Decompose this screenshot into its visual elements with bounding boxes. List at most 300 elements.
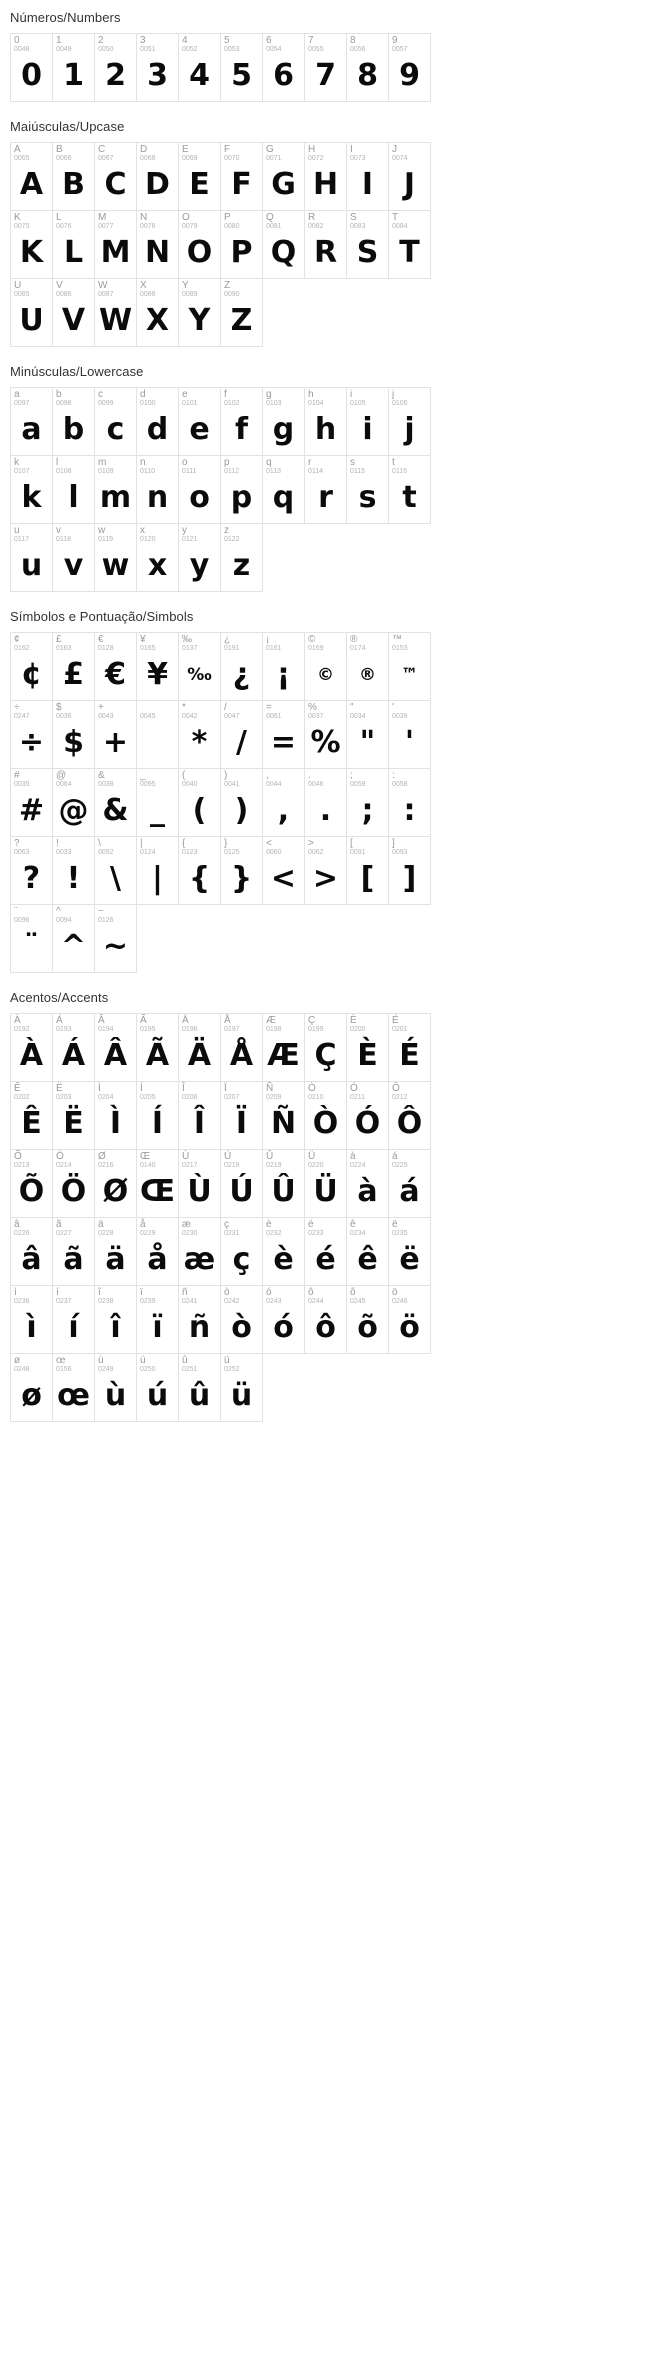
glyph-cell[interactable] xyxy=(304,1081,347,1150)
glyph-cell[interactable] xyxy=(304,700,347,769)
glyph-cell[interactable] xyxy=(346,768,389,837)
glyph-cell[interactable] xyxy=(52,768,95,837)
glyph-preview: ' xyxy=(404,725,415,760)
glyph-character-label: x xyxy=(140,525,145,536)
glyph-cell[interactable] xyxy=(10,1285,53,1354)
glyph-cell[interactable] xyxy=(10,768,53,837)
glyph-character-label: X xyxy=(140,280,147,291)
glyph-code-label: 0210 xyxy=(308,1094,324,1101)
glyph-cell[interactable] xyxy=(388,632,431,701)
glyph-cell[interactable] xyxy=(262,387,305,456)
glyph-cell[interactable] xyxy=(262,632,305,701)
glyph-code-label: 0067 xyxy=(98,155,114,162)
glyph-cell[interactable] xyxy=(178,1285,221,1354)
glyph-code-label: 0242 xyxy=(224,1298,240,1305)
glyph-cell[interactable] xyxy=(304,210,347,279)
glyph-character-label: q xyxy=(266,457,272,468)
glyph-code-label: 0211 xyxy=(350,1094,366,1101)
glyph-cell[interactable] xyxy=(220,1081,263,1150)
glyph-cell[interactable] xyxy=(304,142,347,211)
glyph-cell[interactable] xyxy=(388,1081,431,1150)
glyph-character-label: + xyxy=(98,702,104,713)
glyph-code-label: 0239 xyxy=(140,1298,156,1305)
glyph-cell[interactable] xyxy=(94,142,137,211)
glyph-cell[interactable] xyxy=(178,1149,221,1218)
glyph-cell[interactable] xyxy=(388,1217,431,1286)
glyph-cell[interactable] xyxy=(52,632,95,701)
glyph-grid xyxy=(0,1013,441,1421)
glyph-cell[interactable] xyxy=(136,210,179,279)
glyph-character-label: I xyxy=(350,144,353,155)
glyph-cell[interactable] xyxy=(52,142,95,211)
glyph-code-label: 0075 xyxy=(14,223,30,230)
glyph-preview: ú xyxy=(146,1378,169,1413)
glyph-cell[interactable] xyxy=(346,836,389,905)
glyph-preview: n xyxy=(146,480,169,515)
glyph-cell[interactable] xyxy=(10,1217,53,1286)
glyph-cell[interactable] xyxy=(178,1217,221,1286)
glyph-cell[interactable] xyxy=(220,1353,263,1422)
glyph-cell[interactable] xyxy=(388,142,431,211)
glyph-cell[interactable] xyxy=(220,632,263,701)
glyph-cell[interactable] xyxy=(94,33,137,102)
glyph-cell[interactable] xyxy=(262,700,305,769)
glyph-cell[interactable] xyxy=(52,1285,95,1354)
glyph-character-label: È xyxy=(350,1015,357,1026)
glyph-cell[interactable] xyxy=(304,455,347,524)
glyph-cell[interactable] xyxy=(304,1013,347,1082)
glyph-cell[interactable] xyxy=(94,632,137,701)
glyph-character-label: Í xyxy=(140,1083,143,1094)
glyph-code-label: 0080 xyxy=(224,223,240,230)
glyph-cell[interactable] xyxy=(94,1081,137,1150)
glyph-code-label: 0040 xyxy=(182,781,198,788)
glyph-cell[interactable] xyxy=(52,455,95,524)
glyph-character-label: M xyxy=(98,212,107,223)
glyph-cell[interactable] xyxy=(10,387,53,456)
glyph-preview: â xyxy=(21,1242,42,1277)
glyph-code-label: 0072 xyxy=(308,155,324,162)
glyph-cell[interactable] xyxy=(178,700,221,769)
glyph-preview: u xyxy=(20,548,43,583)
glyph-preview: ê xyxy=(357,1242,378,1277)
glyph-character-label: } xyxy=(224,838,228,849)
glyph-cell[interactable] xyxy=(94,455,137,524)
glyph-preview: ö xyxy=(399,1310,420,1345)
glyph-preview: = xyxy=(270,725,297,760)
glyph-cell[interactable] xyxy=(220,1217,263,1286)
glyph-cell[interactable] xyxy=(10,836,53,905)
glyph-code-label: 0111 xyxy=(182,468,197,475)
glyph-cell[interactable] xyxy=(220,210,263,279)
glyph-cell[interactable] xyxy=(304,1285,347,1354)
glyph-character-label: R xyxy=(308,212,316,223)
glyph-preview xyxy=(137,721,178,765)
glyph-preview: K xyxy=(19,235,44,270)
glyph-cell[interactable] xyxy=(52,1149,95,1218)
glyph-cell[interactable] xyxy=(10,278,53,347)
glyph-code-label: 0230 xyxy=(182,1230,198,1237)
glyph-cell[interactable] xyxy=(346,210,389,279)
glyph-cell[interactable] xyxy=(94,278,137,347)
glyph-preview: œ xyxy=(57,1378,90,1413)
glyph-cell[interactable] xyxy=(178,523,221,592)
glyph-cell[interactable] xyxy=(388,33,431,102)
glyph-cell[interactable] xyxy=(136,1285,179,1354)
glyph-cell[interactable] xyxy=(10,1353,53,1422)
glyph-preview: O xyxy=(186,235,213,270)
glyph-grid xyxy=(0,33,441,101)
glyph-cell[interactable] xyxy=(94,1285,137,1354)
glyph-character-label: U xyxy=(14,280,22,291)
glyph-preview: B xyxy=(62,167,85,202)
glyph-code-label: 0041 xyxy=(224,781,240,788)
glyph-cell[interactable] xyxy=(220,33,263,102)
glyph-cell[interactable] xyxy=(52,33,95,102)
glyph-cell[interactable] xyxy=(10,1013,53,1082)
glyph-cell[interactable] xyxy=(262,1013,305,1082)
glyph-character-label: d xyxy=(140,389,146,400)
glyph-cell[interactable] xyxy=(136,523,179,592)
glyph-cell[interactable] xyxy=(94,387,137,456)
glyph-preview: ; xyxy=(361,793,374,828)
glyph-cell[interactable] xyxy=(304,387,347,456)
glyph-character-label: ö xyxy=(392,1287,398,1298)
glyph-cell[interactable] xyxy=(52,1013,95,1082)
glyph-cell[interactable] xyxy=(262,33,305,102)
glyph-cell[interactable] xyxy=(136,1013,179,1082)
glyph-code-label: 0047 xyxy=(224,713,240,720)
glyph-cell[interactable] xyxy=(94,523,137,592)
glyph-character-label: k xyxy=(14,457,19,468)
glyph-preview: 8 xyxy=(357,58,378,93)
glyph-character-label: Z xyxy=(224,280,231,291)
glyph-cell[interactable] xyxy=(136,836,179,905)
glyph-character-label: ¥ xyxy=(140,634,146,645)
glyph-cell[interactable] xyxy=(136,1149,179,1218)
glyph-cell[interactable] xyxy=(136,1081,179,1150)
glyph-cell[interactable] xyxy=(178,836,221,905)
glyph-preview: å xyxy=(147,1242,168,1277)
glyph-character-label: Ë xyxy=(56,1083,63,1094)
glyph-preview: < xyxy=(270,861,297,896)
glyph-preview: z xyxy=(232,548,251,583)
glyph-cell[interactable] xyxy=(220,1285,263,1354)
glyph-character-label: j xyxy=(392,389,395,400)
glyph-character-label: ú xyxy=(140,1355,146,1366)
glyph-cell[interactable] xyxy=(346,1285,389,1354)
glyph-cell[interactable] xyxy=(220,700,263,769)
glyph-cell[interactable] xyxy=(220,278,263,347)
glyph-cell[interactable] xyxy=(10,523,53,592)
glyph-code-label: 0044 xyxy=(266,781,282,788)
glyph-cell[interactable] xyxy=(178,1353,221,1422)
glyph-preview: d xyxy=(146,412,169,447)
glyph-cell[interactable] xyxy=(52,1081,95,1150)
glyph-code-label: 0091 xyxy=(350,849,366,856)
glyph-cell[interactable] xyxy=(52,387,95,456)
glyph-code-label: 0096 xyxy=(14,917,30,924)
glyph-character-label: ] xyxy=(392,838,395,849)
glyph-preview: W xyxy=(98,303,133,338)
glyph-character-label: . xyxy=(308,770,311,781)
glyph-cell[interactable] xyxy=(178,210,221,279)
glyph-preview: 4 xyxy=(189,58,210,93)
glyph-preview: 1 xyxy=(63,58,84,93)
glyph-preview: Â xyxy=(103,1038,128,1073)
glyph-cell[interactable] xyxy=(262,1217,305,1286)
glyph-preview: ‰ xyxy=(187,664,212,685)
glyph-cell[interactable] xyxy=(94,1149,137,1218)
glyph-cell[interactable] xyxy=(220,1149,263,1218)
glyph-character-label: Q xyxy=(266,212,274,223)
glyph-cell[interactable] xyxy=(388,768,431,837)
glyph-preview: m xyxy=(99,480,132,515)
glyph-preview: h xyxy=(314,412,337,447)
glyph-character-label: ì xyxy=(14,1287,17,1298)
glyph-code-label: 0038 xyxy=(98,781,114,788)
glyph-code-label: 0233 xyxy=(308,1230,324,1237)
glyph-character-label: ? xyxy=(14,838,20,849)
glyph-cell[interactable] xyxy=(10,33,53,102)
glyph-cell[interactable] xyxy=(220,455,263,524)
glyph-preview: Ê xyxy=(21,1106,42,1141)
glyph-cell[interactable] xyxy=(220,387,263,456)
glyph-cell[interactable] xyxy=(178,455,221,524)
glyph-cell[interactable] xyxy=(52,1353,95,1422)
glyph-character-label: i xyxy=(350,389,353,400)
glyph-preview: s xyxy=(358,480,377,515)
glyph-code-label: 0124 xyxy=(140,849,156,856)
glyph-cell[interactable] xyxy=(94,1013,137,1082)
glyph-preview: û xyxy=(188,1378,211,1413)
glyph-cell[interactable] xyxy=(346,142,389,211)
glyph-code-label: 0033 xyxy=(56,849,72,856)
glyph-code-label: 0237 xyxy=(56,1298,72,1305)
glyph-preview: © xyxy=(317,664,334,685)
glyph-character-label: O xyxy=(182,212,190,223)
glyph-cell[interactable] xyxy=(52,278,95,347)
glyph-cell[interactable] xyxy=(388,455,431,524)
glyph-cell[interactable] xyxy=(220,836,263,905)
glyph-preview: f xyxy=(234,412,249,447)
glyph-code-label: 0248 xyxy=(14,1366,30,1373)
glyph-cell[interactable] xyxy=(178,1013,221,1082)
glyph-cell[interactable] xyxy=(220,1013,263,1082)
glyph-cell[interactable] xyxy=(52,210,95,279)
glyph-code-label: 0169 xyxy=(308,645,324,652)
glyph-preview: E xyxy=(189,167,210,202)
glyph-cell[interactable] xyxy=(220,142,263,211)
glyph-character-label: ò xyxy=(224,1287,230,1298)
glyph-cell[interactable] xyxy=(10,1149,53,1218)
glyph-cell[interactable] xyxy=(136,1353,179,1422)
glyph-preview: + xyxy=(102,725,129,760)
glyph-preview: k xyxy=(21,480,42,515)
glyph-code-label: 0090 xyxy=(224,291,240,298)
glyph-cell[interactable] xyxy=(262,1285,305,1354)
glyph-cell[interactable] xyxy=(178,632,221,701)
glyph-code-label: 0109 xyxy=(98,468,114,475)
glyph-code-label: 0126 xyxy=(98,917,114,924)
glyph-code-label: 0107 xyxy=(14,468,30,475)
glyph-cell[interactable] xyxy=(178,768,221,837)
glyph-preview: M xyxy=(100,235,131,270)
glyph-cell[interactable] xyxy=(388,1013,431,1082)
glyph-preview: ) xyxy=(234,793,249,828)
glyph-code-label: 0236 xyxy=(14,1298,30,1305)
glyph-preview: [ xyxy=(360,861,375,896)
glyph-character-label: e xyxy=(182,389,188,400)
glyph-cell[interactable] xyxy=(136,632,179,701)
glyph-cell[interactable] xyxy=(178,142,221,211)
glyph-character-label: l xyxy=(56,457,59,468)
glyph-code-label: 0088 xyxy=(140,291,156,298)
glyph-cell[interactable] xyxy=(136,700,179,769)
glyph-preview: C xyxy=(104,167,127,202)
glyph-code-label: 0108 xyxy=(56,468,72,475)
glyph-cell[interactable] xyxy=(178,387,221,456)
glyph-cell[interactable] xyxy=(136,1217,179,1286)
glyph-cell[interactable] xyxy=(52,700,95,769)
glyph-cell[interactable] xyxy=(94,700,137,769)
glyph-preview: $ xyxy=(63,725,84,760)
glyph-cell[interactable] xyxy=(94,210,137,279)
glyph-cell[interactable] xyxy=(262,1149,305,1218)
glyph-preview: J xyxy=(403,167,416,202)
glyph-cell[interactable] xyxy=(346,455,389,524)
glyph-cell[interactable] xyxy=(10,904,53,973)
glyph-cell[interactable] xyxy=(94,768,137,837)
glyph-cell[interactable] xyxy=(10,455,53,524)
glyph-cell[interactable] xyxy=(262,142,305,211)
glyph-cell[interactable] xyxy=(52,1217,95,1286)
glyph-preview: { xyxy=(188,861,211,896)
glyph-character-label: $ xyxy=(56,702,62,713)
glyph-character-label: > xyxy=(308,838,314,849)
glyph-code-label: 0241 xyxy=(182,1298,198,1305)
glyph-cell[interactable] xyxy=(388,836,431,905)
glyph-code-label: 0227 xyxy=(56,1230,72,1237)
glyph-code-label: 0061 xyxy=(266,713,282,720)
glyph-preview: g xyxy=(272,412,295,447)
glyph-code-label: 0102 xyxy=(224,400,240,407)
glyph-preview: a xyxy=(21,412,42,447)
glyph-code-label: 0220 xyxy=(308,1162,324,1169)
glyph-cell[interactable] xyxy=(346,1217,389,1286)
glyph-code-label: 0034 xyxy=(350,713,366,720)
glyph-cell[interactable] xyxy=(136,455,179,524)
glyph-cell[interactable] xyxy=(304,33,347,102)
glyph-cell[interactable] xyxy=(304,1217,347,1286)
glyph-section-lowercase xyxy=(0,354,661,591)
glyph-code-label: 0095 xyxy=(140,781,156,788)
glyph-code-label: 0197 xyxy=(224,1026,240,1033)
glyph-cell[interactable] xyxy=(346,1013,389,1082)
glyph-cell[interactable] xyxy=(388,1149,431,1218)
glyph-code-label: 0087 xyxy=(98,291,114,298)
glyph-cell[interactable] xyxy=(52,523,95,592)
glyph-cell[interactable] xyxy=(10,1081,53,1150)
glyph-cell[interactable] xyxy=(220,523,263,592)
glyph-cell[interactable] xyxy=(304,1149,347,1218)
glyph-cell[interactable] xyxy=(94,1353,137,1422)
glyph-character-label: ø xyxy=(14,1355,21,1366)
glyph-cell[interactable] xyxy=(262,455,305,524)
glyph-cell[interactable] xyxy=(10,210,53,279)
glyph-cell[interactable] xyxy=(10,632,53,701)
glyph-cell[interactable] xyxy=(136,387,179,456)
glyph-cell[interactable] xyxy=(346,1081,389,1150)
glyph-cell[interactable] xyxy=(262,210,305,279)
glyph-cell[interactable] xyxy=(346,1149,389,1218)
glyph-preview: É xyxy=(399,1038,420,1073)
glyph-cell[interactable] xyxy=(346,632,389,701)
glyph-code-label: 0165 xyxy=(140,645,156,652)
glyph-preview: 5 xyxy=(231,58,252,93)
glyph-cell[interactable] xyxy=(52,904,95,973)
glyph-code-label: 0058 xyxy=(392,781,408,788)
glyph-code-label: 0063 xyxy=(14,849,30,856)
glyph-code-label: 0114 xyxy=(308,468,324,475)
glyph-code-label: 0207 xyxy=(224,1094,240,1101)
glyph-cell[interactable] xyxy=(136,142,179,211)
glyph-preview: Í xyxy=(151,1106,164,1141)
glyph-cell[interactable] xyxy=(136,278,179,347)
glyph-cell[interactable] xyxy=(346,387,389,456)
glyph-code-label: 0085 xyxy=(14,291,30,298)
glyph-cell[interactable] xyxy=(304,632,347,701)
glyph-code-label: 0118 xyxy=(56,536,72,543)
glyph-cell[interactable] xyxy=(136,33,179,102)
glyph-cell[interactable] xyxy=(262,768,305,837)
glyph-cell[interactable] xyxy=(346,33,389,102)
glyph-code-label: 0245 xyxy=(350,1298,366,1305)
glyph-code-label: 0070 xyxy=(224,155,240,162)
glyph-cell[interactable] xyxy=(94,1217,137,1286)
glyph-cell[interactable] xyxy=(388,387,431,456)
glyph-code-label: 0056 xyxy=(350,46,366,53)
glyph-preview: ø xyxy=(21,1378,42,1413)
glyph-character-label: D xyxy=(140,144,148,155)
glyph-code-label: 0106 xyxy=(392,400,408,407)
glyph-cell[interactable] xyxy=(304,768,347,837)
glyph-cell[interactable] xyxy=(10,142,53,211)
glyph-cell[interactable] xyxy=(388,210,431,279)
glyph-preview: T xyxy=(399,235,420,270)
glyph-preview: À xyxy=(19,1038,44,1073)
glyph-cell[interactable] xyxy=(388,1285,431,1354)
glyph-cell[interactable] xyxy=(10,700,53,769)
glyph-cell[interactable] xyxy=(262,1081,305,1150)
glyph-cell[interactable] xyxy=(94,904,137,973)
glyph-cell[interactable] xyxy=(136,768,179,837)
glyph-cell[interactable] xyxy=(52,836,95,905)
glyph-cell[interactable] xyxy=(388,700,431,769)
glyph-cell[interactable] xyxy=(178,33,221,102)
glyph-cell[interactable] xyxy=(304,836,347,905)
glyph-cell[interactable] xyxy=(220,768,263,837)
glyph-cell[interactable] xyxy=(94,836,137,905)
glyph-code-label: 0218 xyxy=(224,1162,240,1169)
glyph-preview: H xyxy=(312,167,339,202)
glyph-cell[interactable] xyxy=(262,836,305,905)
glyph-character-label: 1 xyxy=(56,35,62,46)
glyph-preview: 7 xyxy=(315,58,336,93)
glyph-cell[interactable] xyxy=(178,278,221,347)
glyph-cell[interactable] xyxy=(346,700,389,769)
glyph-cell[interactable] xyxy=(178,1081,221,1150)
